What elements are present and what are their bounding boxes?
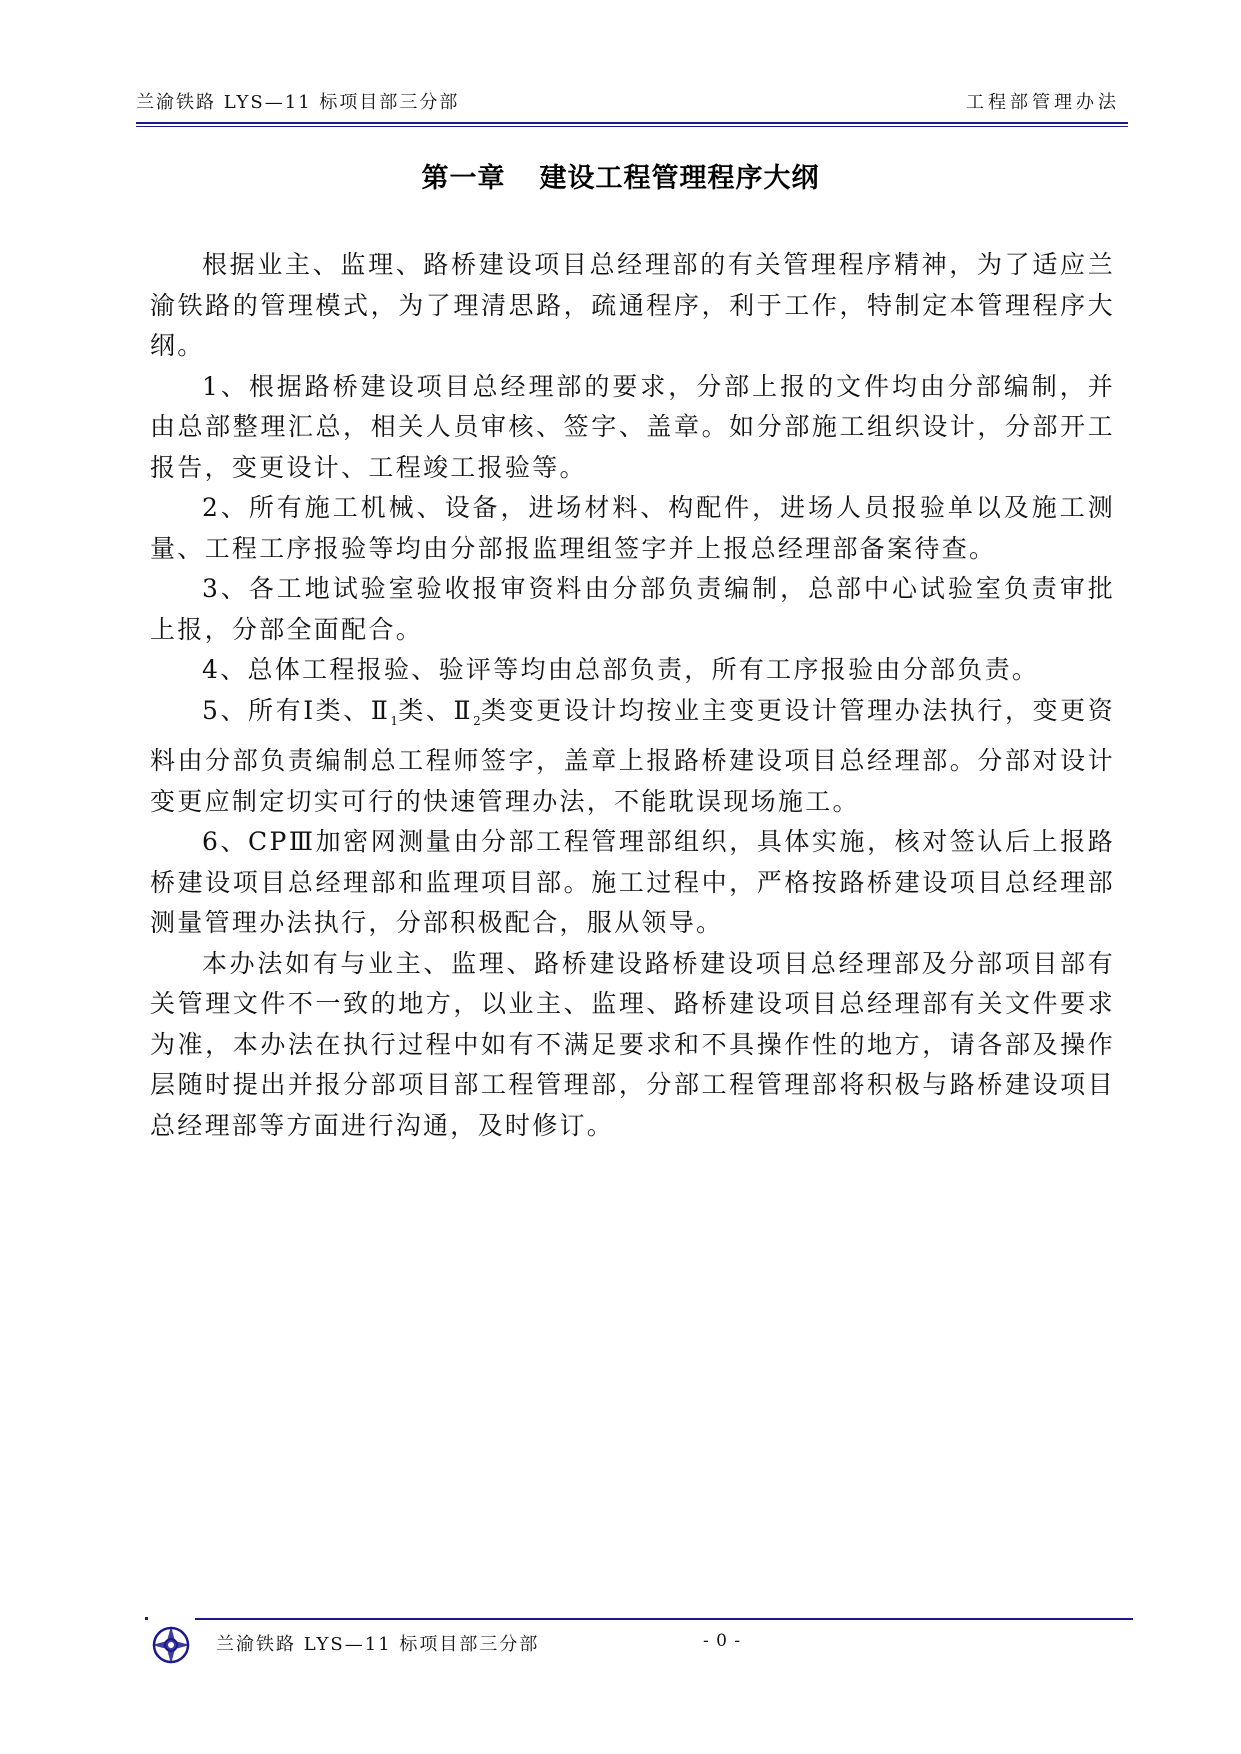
clause-1: 1、根据路桥建设项目总经理部的要求，分部上报的文件均由分部编制，并由总部整理汇总，相关人员审核、签字、盖章。如分部施工组织设计，分部开工报告，变更设计、工程竣工报验等。 [150, 371, 1115, 482]
header-rule [136, 122, 1128, 124]
railway-logo-icon [151, 1625, 191, 1665]
chapter-number: 第一章 [421, 163, 506, 194]
chapter-title [0, 156, 1241, 195]
header-document-name: 工程部管理办法 [966, 92, 1120, 113]
footer-project-name: 兰渝铁路 LYS—11 标项目部三分部 [216, 1634, 540, 1655]
closing-paragraph: 本办法如有与业主、监理、路桥建设路桥建设项目总经理部及分部项目部有关管理文件不一致的地方，以业主、监理、路桥建设项目总经理部有关文件要求为准，本办法在执行过程中如有不满足要求和不具操作性的地方，请各部及操作层随时提出并报分部项目部工程管理部，分部工程管理部将积极与路桥建设项目总经理部等方面进行沟通，及时修订。 [150, 948, 1115, 1140]
page-header [136, 86, 1120, 120]
clause-5-subscript-1: 1 [390, 713, 399, 728]
clause-5-part-b: 类、Ⅱ [398, 695, 474, 725]
header-rule-thin [136, 126, 1128, 127]
clause-6: 6、CPⅢ加密网测量由分部工程管理部组织，具体实施，核对签认后上报路桥建设项目总经理部和监理项目部。施工过程中，严格按路桥建设项目总经理部测量管理办法执行，分部积极配合，服从领导。 [150, 827, 1115, 937]
footer-rule [195, 1618, 1133, 1620]
clause-3: 3、各工地试验室验收报审资料由分部负责编制，总部中心试验室负责审批上报，分部全面配合。 [150, 574, 1115, 644]
footer-dot [145, 1617, 148, 1620]
clause-4: 4、总体工程报验、验评等均由总部负责，所有工序报验由分部负责。 [202, 655, 1040, 684]
intro-paragraph: 根据业主、监理、路桥建设项目总经理部的有关管理程序精神，为了适应兰渝铁路的管理模式，为了理清思路，疏通程序，利于工作，特制定本管理程序大纲。 [150, 250, 1115, 360]
clause-5-subscript-2: 2 [473, 713, 481, 728]
clause-5-part-c: 类变更设计均按业主变更设计管理办法执行，变更资料由分部负责编制总工程师签字，盖章上报路桥建设项目总经理部。分部对设计变更应制定切实可行的快速管理办法，不能耽误现场施工。 [150, 695, 1115, 816]
clause-2: 2、所有施工机械、设备，进场材料、构配件，进场人员报验单以及施工测量、工程工序报验等均由分部报监理组签字并上报总经理部备案待查。 [150, 493, 1115, 563]
header-project-name: 兰渝铁路 LYS—11 标项目部三分部 [136, 92, 460, 113]
chapter-name: 建设工程管理程序大纲 [539, 163, 820, 194]
document-body [150, 245, 1115, 1146]
clause-5-part-a: 5、所有Ⅰ类、Ⅱ [202, 695, 391, 725]
clause-5 [150, 691, 1115, 823]
page-number: - 0 - [703, 1631, 742, 1651]
